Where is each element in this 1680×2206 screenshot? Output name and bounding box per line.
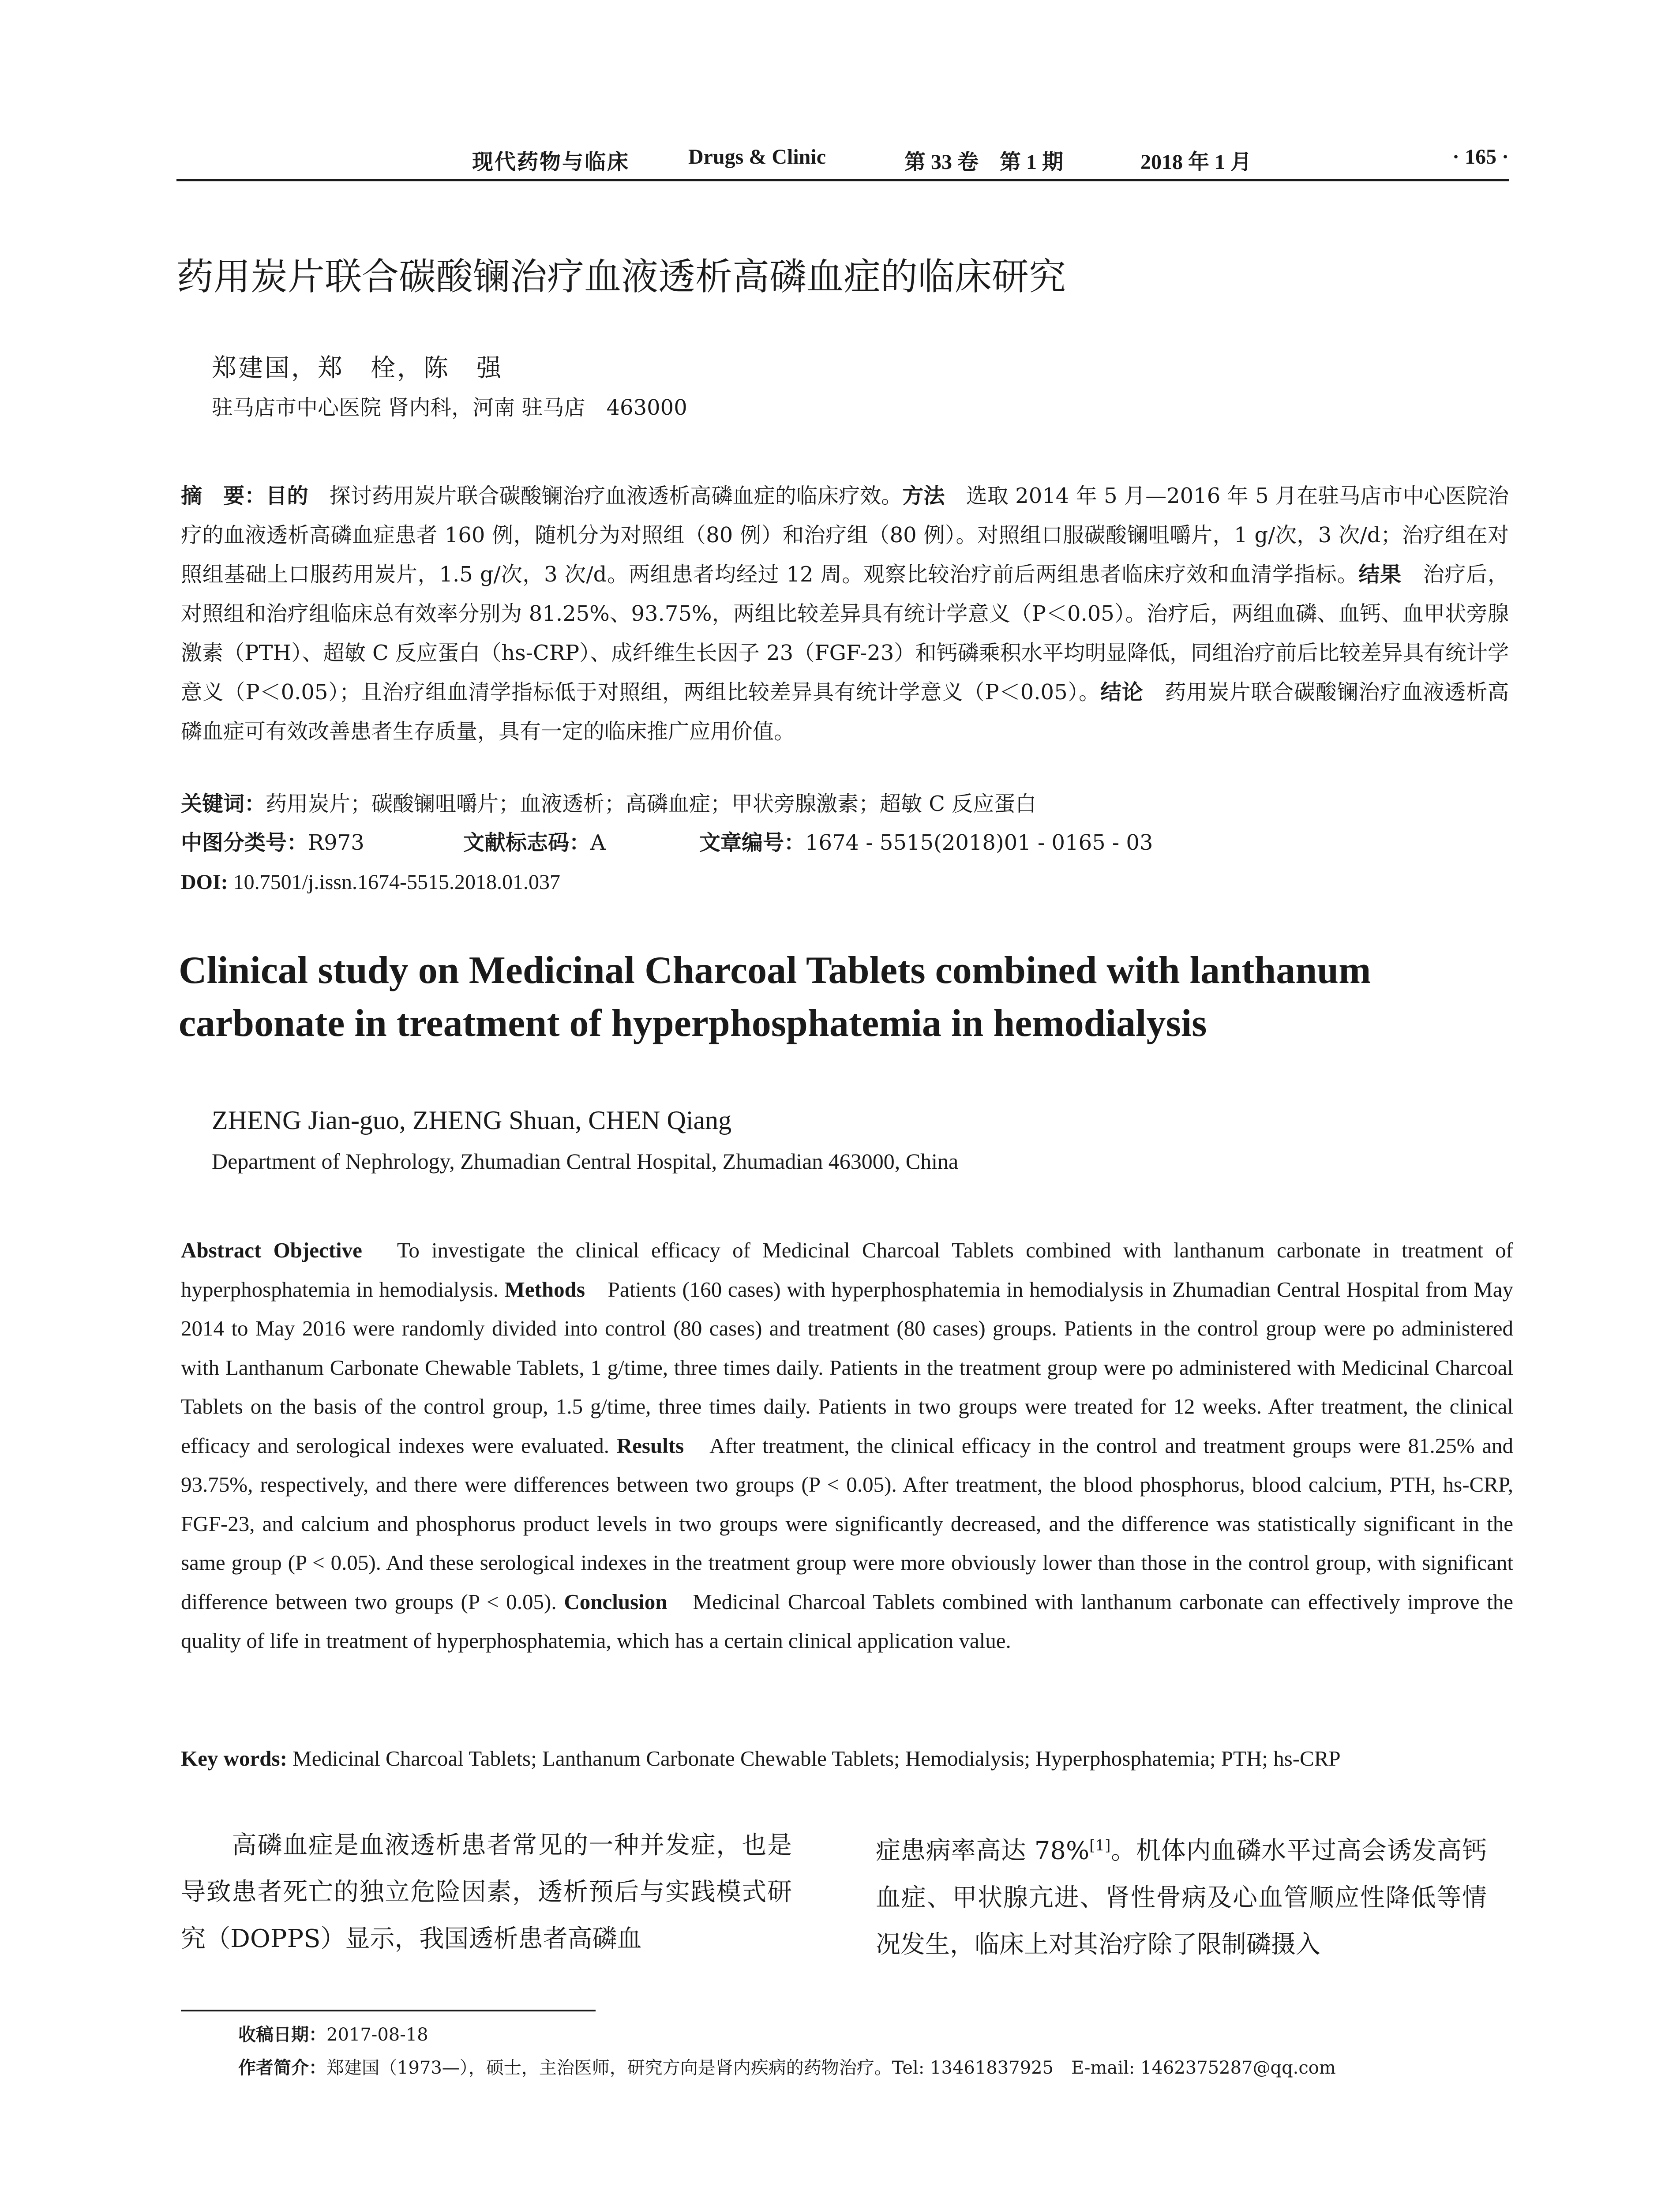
page-number: · 165 · [1452, 145, 1509, 169]
affiliation-en: Department of Nephrology, Zhumadian Central Hospital, Zhumadian 463000, China [212, 1149, 959, 1174]
objective-cn-label: 目的 [266, 484, 308, 508]
abstract-en [181, 1231, 1513, 1661]
footnote-divider [181, 2010, 596, 2011]
title-en: Clinical study on Medicinal Charcoal Tablets combined with lanthanum carbonate in treatment of hyperphosphatemia in hemodialysis [179, 949, 1371, 1045]
keywords-cn-label: 关键词： [181, 792, 266, 816]
issue-date: 2018 年 1 月 [1140, 150, 1252, 174]
results-en-text: After treatment, the clinical efficacy in the control and treatment groups were 81.25% and 93.75%, respectively, and there were differences between two groups (P < 0.05). After treatment, the blood phosphorus, blood calcium, PTH, hs-CRP, FGF-23, and calcium and phosphorus product levels in two groups were significantly decreased, and the difference was statistically significant in the same group (P < 0.05). And these serological indexes in the treatment group were more obviously lower than those in the control group, with significant difference between two groups (P < 0.05). [181, 1433, 1513, 1614]
article-number [699, 823, 1153, 863]
objective-cn-text: 探讨药用炭片联合碳酸镧治疗血液透析高磷血症的临床疗效。 [308, 484, 903, 508]
conclusion-en-label: Conclusion [564, 1589, 668, 1614]
keywords-cn-text: 药用炭片；碳酸镧咀嚼片；血液透析；高磷血症；甲状旁腺激素；超敏 C 反应蛋白 [266, 792, 1037, 816]
doi-line [181, 863, 1509, 902]
conclusion-en-text: Medicinal Charcoal Tablets combined with lanthanum carbonate can effectively improve the quality of life in treatment of hyperphosphatemia, which has a certain clinical application value. [181, 1589, 1513, 1653]
doi-value: 10.7501/j.issn.1674-5515.2018.01.037 [228, 870, 561, 894]
abstract-cn-label: 摘 要： [181, 484, 266, 508]
keywords-en [181, 1739, 1513, 1778]
methods-en-label: Methods [504, 1277, 585, 1302]
body-column-right [876, 1822, 1487, 1968]
doi-label: DOI: [181, 870, 228, 894]
article-number-value: 1674 - 5515(2018)01 - 0165 - 03 [805, 830, 1153, 855]
keywords-en-text: Medicinal Charcoal Tablets; Lanthanum Carbonate Chewable Tablets; Hemodialysis; Hyperphosphatemia; PTH; hs-CRP [287, 1746, 1341, 1771]
body-right-pre: 症患病率高达 78% [876, 1836, 1090, 1865]
conclusion-cn-label: 结论 [1100, 680, 1144, 705]
received-label: 收稿日期： [238, 2025, 326, 2045]
objective-en-label: Objective [273, 1238, 362, 1262]
results-cn-text: 治疗后，对照组和治疗组临床总有效率分别为 81.25%、93.75%，两组比较差异具有统计学意义（P＜0.05）。治疗后，两组血磷、血钙、血甲状旁腺激素（PTH）、超敏 C 反应蛋白（hs-CRP）、成纤维生长因子 23（FGF-23）和钙磷乘积水平均明显降低，同组治疗前后比较差异具有统计学意义（P＜0.05）；且治疗组血清学指标低于对照组，两组比较差异具有统计学意义（P＜0.05）。 [181, 562, 1509, 705]
conclusion-cn-text: 药用炭片联合碳酸镧治疗血液透析高磷血症可有效改善患者生存质量，具有一定的临床推广应用价值。 [181, 680, 1509, 744]
volume-issue: 第 33 卷 第 1 期 [904, 150, 1064, 174]
document-code-label: 文献标志码： [463, 830, 591, 855]
clc-number [181, 823, 364, 863]
objective-en-text: To investigate the clinical efficacy of Medicinal Charcoal Tablets combined with lanthanum carbonate in treatment of hyperphosphatemia in hemodialysis. [181, 1238, 1513, 1302]
abstract-cn [181, 476, 1509, 751]
affiliation-cn: 驻马店市中心医院 肾内科，河南 驻马店 463000 [212, 395, 687, 420]
methods-cn-text: 选取 2014 年 5 月—2016 年 5 月在驻马店市中心医院治疗的血液透析高磷血症患者 160 例，随机分为对照组（80 例）和治疗组（80 例）。对照组口服碳酸镧咀嚼片，1 g/次，3 次/d；治疗组在对照组基础上口服药用炭片，1.5 g/次，3 次/d。两组患者均经过 12 周。观察比较治疗前后两组患者临床疗效和血清学指标。 [181, 484, 1509, 587]
body-right-post: 。机体内血磷水平过高会诱发高钙血症、甲状腺亢进、肾性骨病及心血管顺应性降低等情况发生，临床上对其治疗除了限制磷摄入 [876, 1836, 1487, 1959]
article-number-label: 文章编号： [699, 830, 806, 855]
document-code [463, 823, 606, 863]
title-cn: 药用炭片联合碳酸镧治疗血液透析高磷血症的临床研究 [176, 255, 1066, 298]
body-column-left: 高磷血症是血液透析患者常见的一种并发症，也是导致患者死亡的独立危险因素，透析预后与实践模式研究（DOPPS）显示，我国透析患者高磷血 [181, 1831, 792, 1953]
journal-name-en: Drugs & Clinic [688, 145, 826, 169]
author-bio-label: 作者简介： [238, 2058, 326, 2078]
results-en-label: Results [616, 1433, 684, 1458]
clc-value: R973 [308, 830, 364, 855]
abstract-en-label: Abstract [181, 1238, 262, 1262]
keywords-cn [181, 784, 1509, 824]
methods-en-text: Patients (160 cases) with hyperphosphatemia in hemodialysis in Zhumadian Central Hospital from May 2014 to May 2016 were randomly divided into control (80 cases) and treatment (80 cases) groups. Patients in the control group were po administered with Lanthanum Carbonate Chewable Tablets, 1 g/time, three times daily. Patients in the treatment group were po administered with Medicinal Charcoal Tablets on the basis of the control group, 1.5 g/time, three times daily. Patients in two groups were treated for 12 weeks. After treatment, the clinical efficacy and serological indexes were evaluated. [181, 1277, 1513, 1458]
citation-ref[interactable]: [1] [1089, 1837, 1111, 1854]
authors-en: ZHENG Jian-guo, ZHENG Shuan, CHEN Qiang [212, 1106, 732, 1135]
keywords-en-label: Key words: [181, 1746, 287, 1771]
document-code-value: A [590, 830, 606, 855]
journal-name-cn: 现代药物与临床 [472, 150, 630, 174]
results-cn-label: 结果 [1358, 562, 1402, 587]
clc-label: 中图分类号： [181, 830, 308, 855]
footnote-received [238, 2021, 428, 2046]
author-bio-text: 郑建国（1973—），硕士，主治医师，研究方向是肾内疾病的药物治疗。Tel: 13461837925 E-mail: 1462375287@qq.com [326, 2058, 1336, 2078]
footnote-author-bio [238, 2054, 1336, 2079]
received-date: 2017-08-18 [326, 2025, 428, 2045]
methods-cn-label: 方法 [902, 484, 945, 508]
authors-cn: 郑建国，郑 栓，陈 强 [212, 354, 503, 383]
running-header [176, 137, 1509, 181]
